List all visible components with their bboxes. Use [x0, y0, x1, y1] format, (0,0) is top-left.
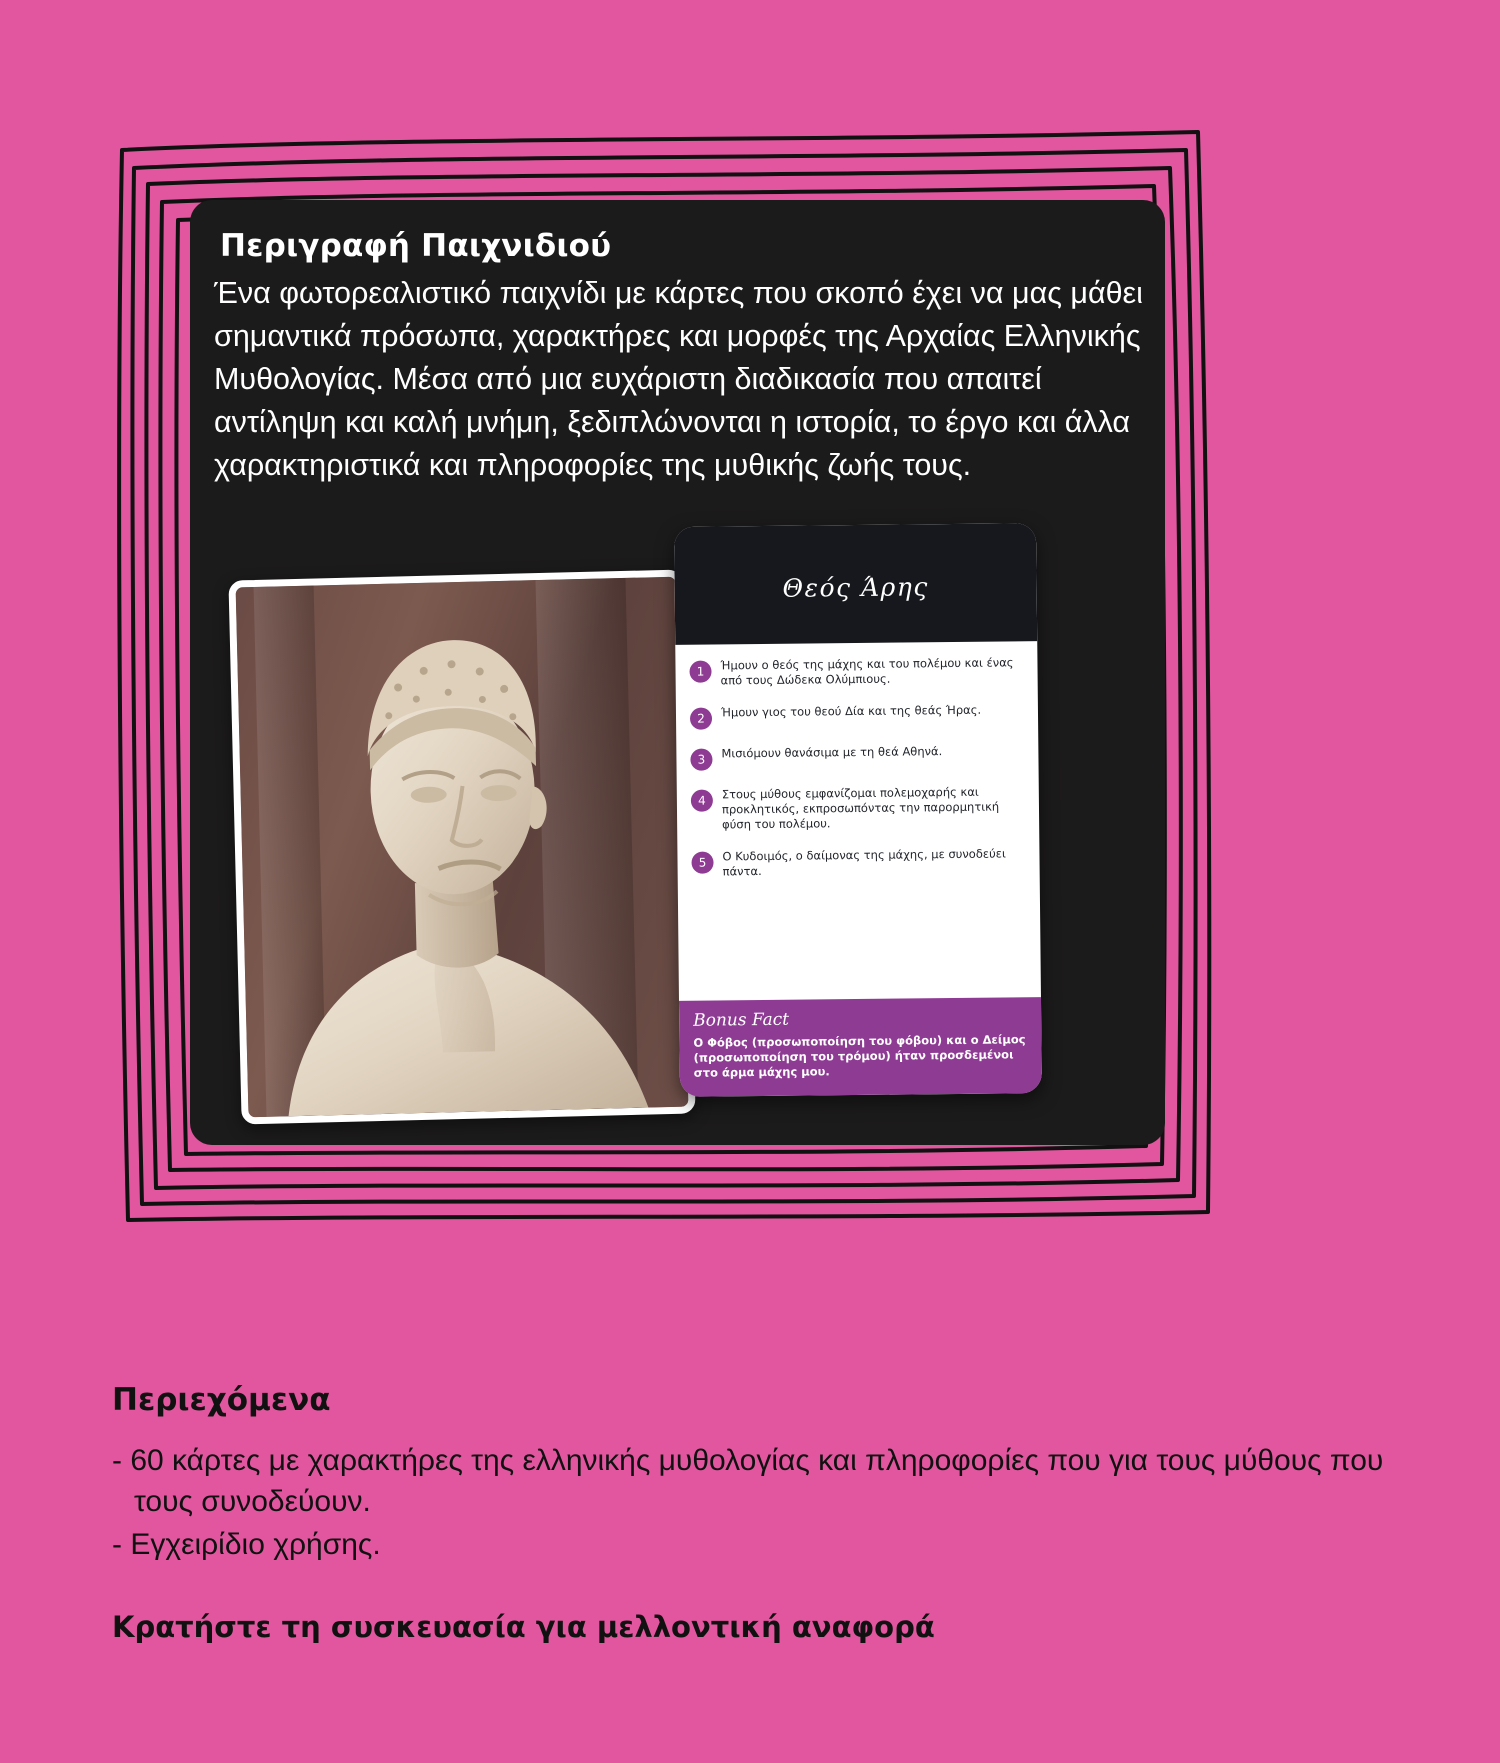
list-item: [690, 702, 1022, 729]
keep-package-note: Κρατήστε τη συσκευασία για μελλοντική αναφορά: [112, 1610, 935, 1644]
fact-number-badge: 1: [689, 661, 711, 683]
bonus-fact-section: [679, 997, 1042, 1097]
fact-text: Ήμουν γιος του θεού Δία και της θεάς Ήρας.: [720, 702, 982, 720]
contents-heading: Περιεχόμενα: [112, 1382, 331, 1418]
list-item: [689, 655, 1021, 688]
fact-number-badge: 2: [690, 708, 712, 730]
description-text: Ένα φωτορεαλιστικό παιχνίδι με κάρτες που σκοπό έχει να μας μάθει σημαντικά πρόσωπα, χαρακτήρες και μορφές της Αρχαίας Ελληνικής Μυθολογίας. Μέσα από μια ευχάριστη διαδικασία που απαιτεί αντίληψη και καλή μνήμη, ξεδιπλώνονται η ιστορία, το έργο και άλλα χαρακτηριστικά και πληροφορίες της μυθικής ζωής τους.: [214, 276, 1143, 482]
list-item: - 60 κάρτες με χαρακτήρες της ελληνικής μυθολογίας και πληροφορίες που για τους μύθους που τους συνοδεύουν.: [112, 1444, 1384, 1518]
deity-name: Θεός Άρης: [782, 572, 929, 603]
fact-text: Ήμουν ο θεός της μάχης και του πολέμου και ένας από τους Δώδεκα Ολύμπιους.: [720, 655, 1014, 688]
bonus-fact-title: Bonus Fact: [693, 1009, 790, 1031]
bonus-fact-text: Ο Φόβος (προσωποποίηση του φόβου) και ο Δείμος (προσωποποίηση του τρόμου) ήταν προσδεμένοι στο άρμα μάχης μου.: [693, 1032, 1026, 1080]
list-item: [691, 784, 1023, 832]
statue-photo: [228, 570, 695, 1125]
description-panel: [190, 200, 1165, 1145]
fact-list: [675, 641, 1039, 880]
page-title: Περιγραφή Παιχνιδιού: [220, 228, 612, 264]
contents-list: [112, 1440, 1412, 1565]
fact-number-badge: 4: [691, 790, 713, 812]
card-header: [674, 523, 1037, 645]
list-item: [691, 846, 1023, 879]
list-item: [690, 743, 1022, 770]
list-item: - Εγχειρίδιο χρήσης.: [112, 1528, 381, 1561]
fact-text: Μισιόμουν θανάσιμα με τη θεά Αθηνά.: [721, 744, 943, 761]
fact-text: Στους μύθους εμφανίζομαι πολεμοχαρής και προκλητικός, εκπροσωπόντας την παρορμητική φύση του πολέμου.: [721, 784, 1000, 832]
fact-number-badge: 3: [690, 749, 712, 771]
contents-section: [112, 1382, 1412, 1567]
statue-illustration: [236, 577, 689, 1118]
fact-number-badge: 5: [691, 852, 713, 874]
game-card: [674, 523, 1042, 1097]
fact-text: Ο Κυδοιμός, ο δαίμονας της μάχης, με συνοδεύει πάντα.: [722, 846, 1006, 879]
